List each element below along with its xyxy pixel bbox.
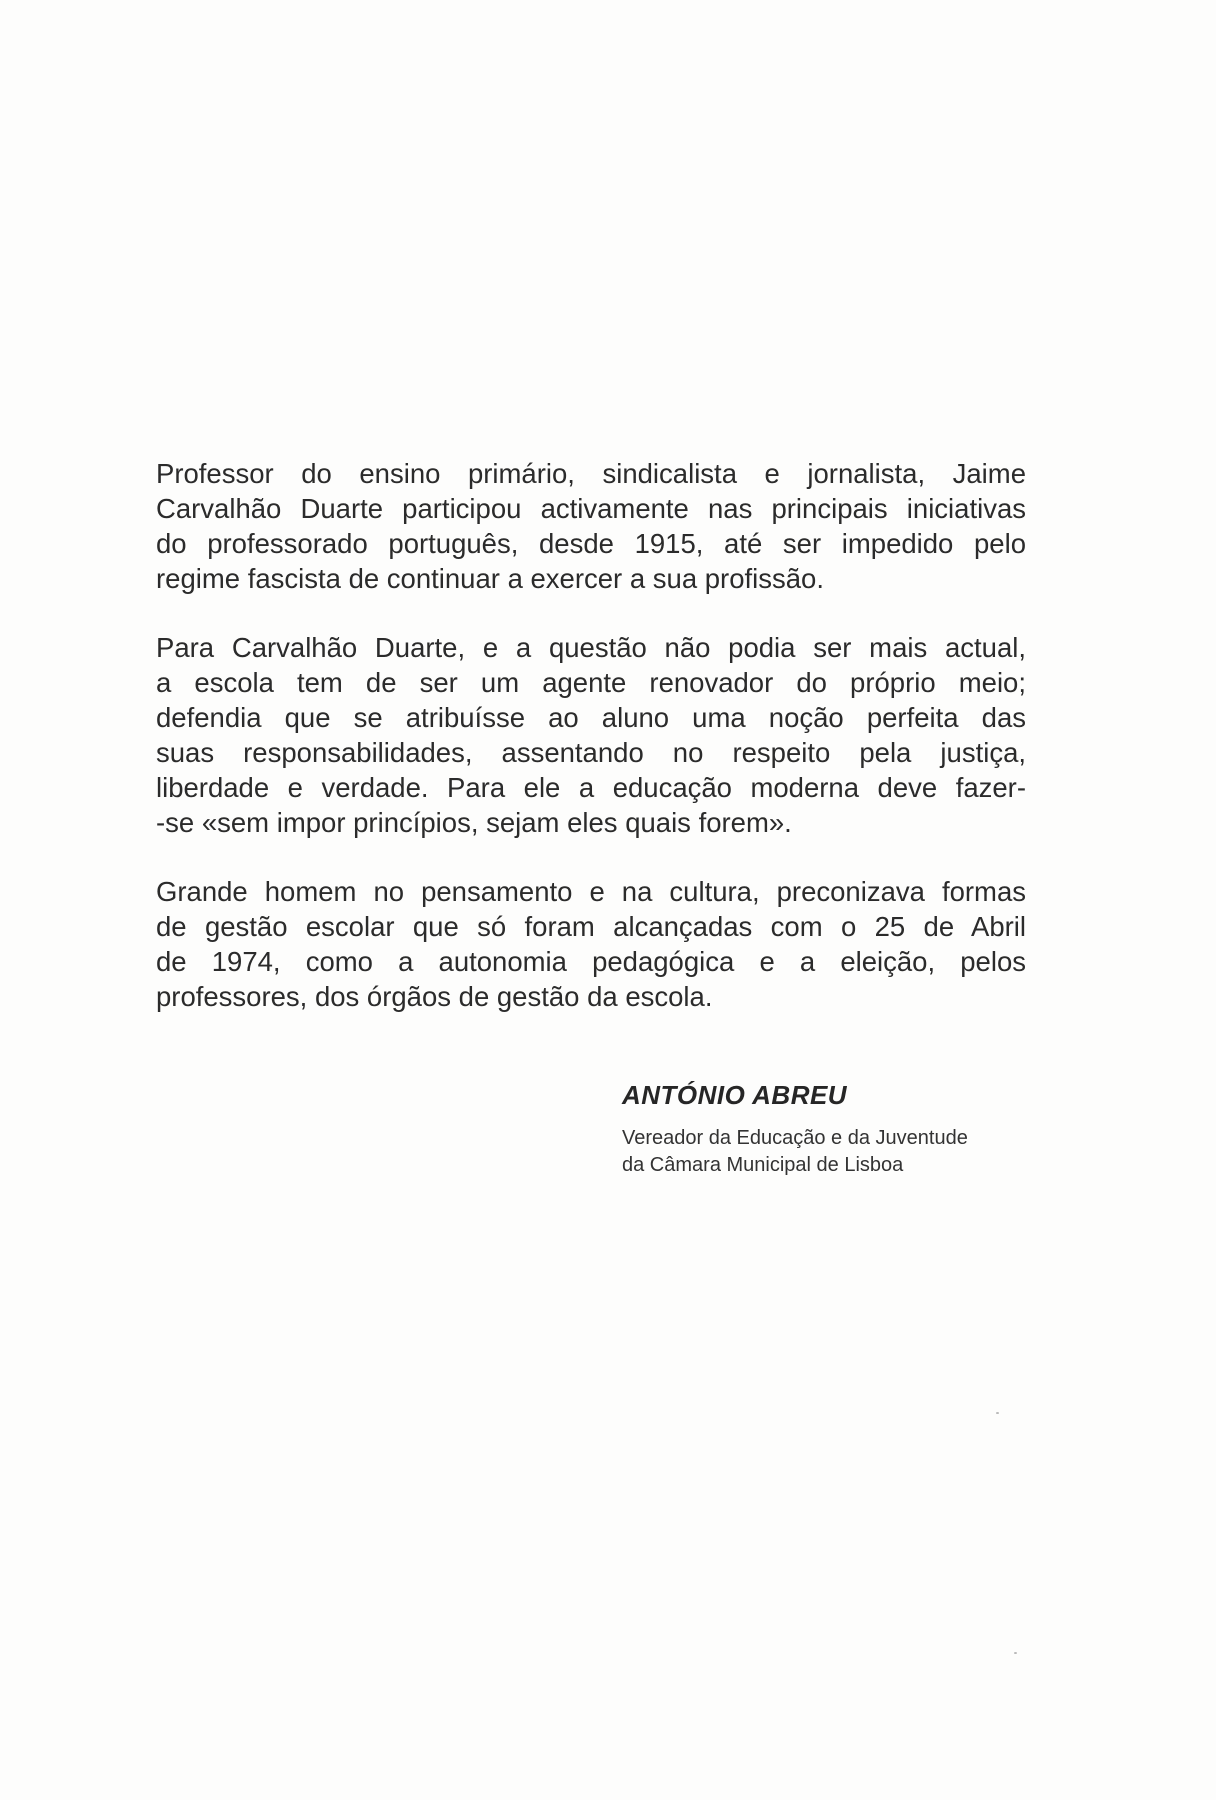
paragraph-3 bbox=[156, 874, 1026, 1014]
paragraph-line: Para Carvalhão Duarte, e a questão não podia ser mais actual, bbox=[156, 632, 1026, 663]
signature-role-line-2: da Câmara Municipal de Lisboa bbox=[622, 1154, 904, 1176]
paragraph-2 bbox=[156, 630, 1026, 840]
paragraph-line: liberdade e verdade. Para ele a educação moderna deve fazer- bbox=[156, 772, 1026, 803]
paragraph-line: -se «sem impor princípios, sejam eles quais forem». bbox=[156, 807, 792, 838]
paragraph-line: Carvalhão Duarte participou activamente nas principais iniciativas bbox=[156, 493, 1026, 524]
signature-block bbox=[622, 1080, 1042, 1179]
paragraph-line: suas responsabilidades, assentando no respeito pela justiça, bbox=[156, 737, 1026, 768]
paragraph-1 bbox=[156, 456, 1026, 596]
body-text bbox=[156, 456, 1026, 1048]
paragraph-line: de gestão escolar que só foram alcançadas com o 25 de Abril bbox=[156, 911, 1026, 942]
signature-role-line-1: Vereador da Educação e da Juventude bbox=[622, 1127, 968, 1149]
paragraph-line: defendia que se atribuísse ao aluno uma noção perfeita das bbox=[156, 702, 1026, 733]
signature-name: ANTÓNIO ABREU bbox=[622, 1080, 848, 1110]
paragraph-line: a escola tem de ser um agente renovador do próprio meio; bbox=[156, 667, 1026, 698]
paragraph-line: Grande homem no pensamento e na cultura, preconizava formas bbox=[156, 876, 1026, 907]
paragraph-line: de 1974, como a autonomia pedagógica e a eleição, pelos bbox=[156, 946, 1026, 977]
paragraph-line: do professorado português, desde 1915, até ser impedido pelo bbox=[156, 528, 1026, 559]
paper-speck bbox=[1014, 1652, 1017, 1654]
paragraph-line: regime fascista de continuar a exercer a sua profissão. bbox=[156, 563, 824, 594]
paragraph-line: professores, dos órgãos de gestão da escola. bbox=[156, 981, 713, 1012]
paragraph-line: Professor do ensino primário, sindicalista e jornalista, Jaime bbox=[156, 458, 1026, 489]
paper-speck bbox=[996, 1412, 999, 1414]
